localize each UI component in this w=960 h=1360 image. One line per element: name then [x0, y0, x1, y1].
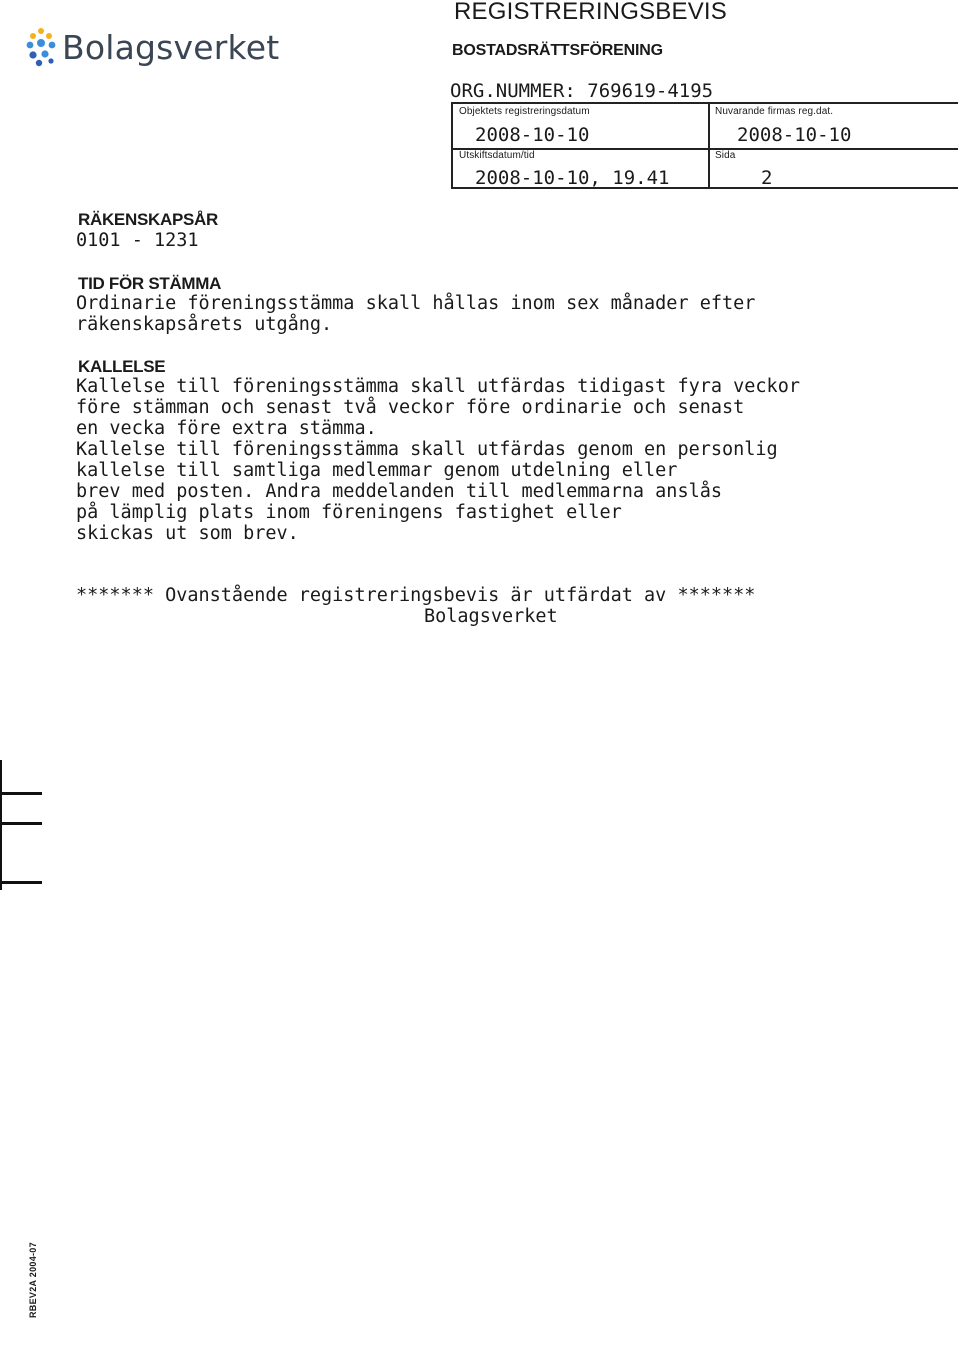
- notice-line: skickas ut som brev.: [76, 523, 299, 544]
- issued-by-name: Bolagsverket: [424, 606, 558, 627]
- issued-by-line: ******* Ovanstående registreringsbevis är utfärdat av *******: [76, 585, 756, 606]
- notice-heading: KALLELSE: [78, 357, 166, 376]
- printed-label: Utskiftsdatum/tid: [459, 150, 535, 161]
- meeting-time-line: Ordinarie föreningsstämma skall hållas inom sex månader efter: [76, 293, 756, 314]
- notice-line: brev med posten. Andra meddelanden till medlemmarna anslås: [76, 481, 723, 502]
- bolagsverket-logo: [24, 26, 279, 68]
- form-code: RBEV2A 2004-07: [28, 1242, 38, 1318]
- notice-line: kallelse till samtliga medlemmar genom utdelning eller: [76, 460, 678, 481]
- page-value: 2: [761, 167, 773, 189]
- meeting-time-line: räkenskapsårets utgång.: [76, 314, 333, 335]
- current-reg-label: Nuvarande firmas reg.dat.: [715, 106, 834, 117]
- scan-mark: [0, 881, 42, 884]
- notice-line: en vecka före extra stämma.: [76, 418, 377, 439]
- fiscal-year-heading: RÄKENSKAPSÅR: [78, 210, 218, 229]
- brand-name: Bolagsverket: [62, 27, 280, 67]
- notice-line: på lämplig plats inom föreningens fastighet eller: [76, 502, 622, 523]
- meeting-time-heading: TID FÖR STÄMMA: [78, 274, 222, 293]
- notice-line: före stämman och senast två veckor före ordinarie och senast: [76, 397, 745, 418]
- fiscal-year-value: 0101 - 1231: [76, 230, 199, 251]
- scan-mark-vertical: [0, 760, 2, 890]
- scan-mark: [0, 792, 42, 795]
- bolagsverket-dots-logo-icon: [24, 26, 58, 68]
- reg-date-label: Objektets registreringsdatum: [459, 106, 590, 117]
- page-label: Sida: [715, 150, 736, 161]
- printed-value: 2008-10-10, 19.41: [475, 167, 670, 189]
- info-box-divider: [708, 104, 710, 189]
- registration-info-box: [451, 102, 958, 189]
- reg-date-value: 2008-10-10: [475, 124, 590, 146]
- document-title: REGISTRERINGSBEVIS: [454, 0, 727, 25]
- notice-line: Kallelse till föreningsstämma skall utfärdas genom en personlig: [76, 439, 778, 460]
- current-reg-value: 2008-10-10: [737, 124, 852, 146]
- org-number: ORG.NUMMER: 769619-4195: [450, 80, 714, 102]
- scan-mark: [0, 822, 42, 825]
- notice-line: Kallelse till föreningsstämma skall utfärdas tidigast fyra veckor: [76, 376, 800, 397]
- document-subtitle: BOSTADSRÄTTSFÖRENING: [452, 42, 663, 59]
